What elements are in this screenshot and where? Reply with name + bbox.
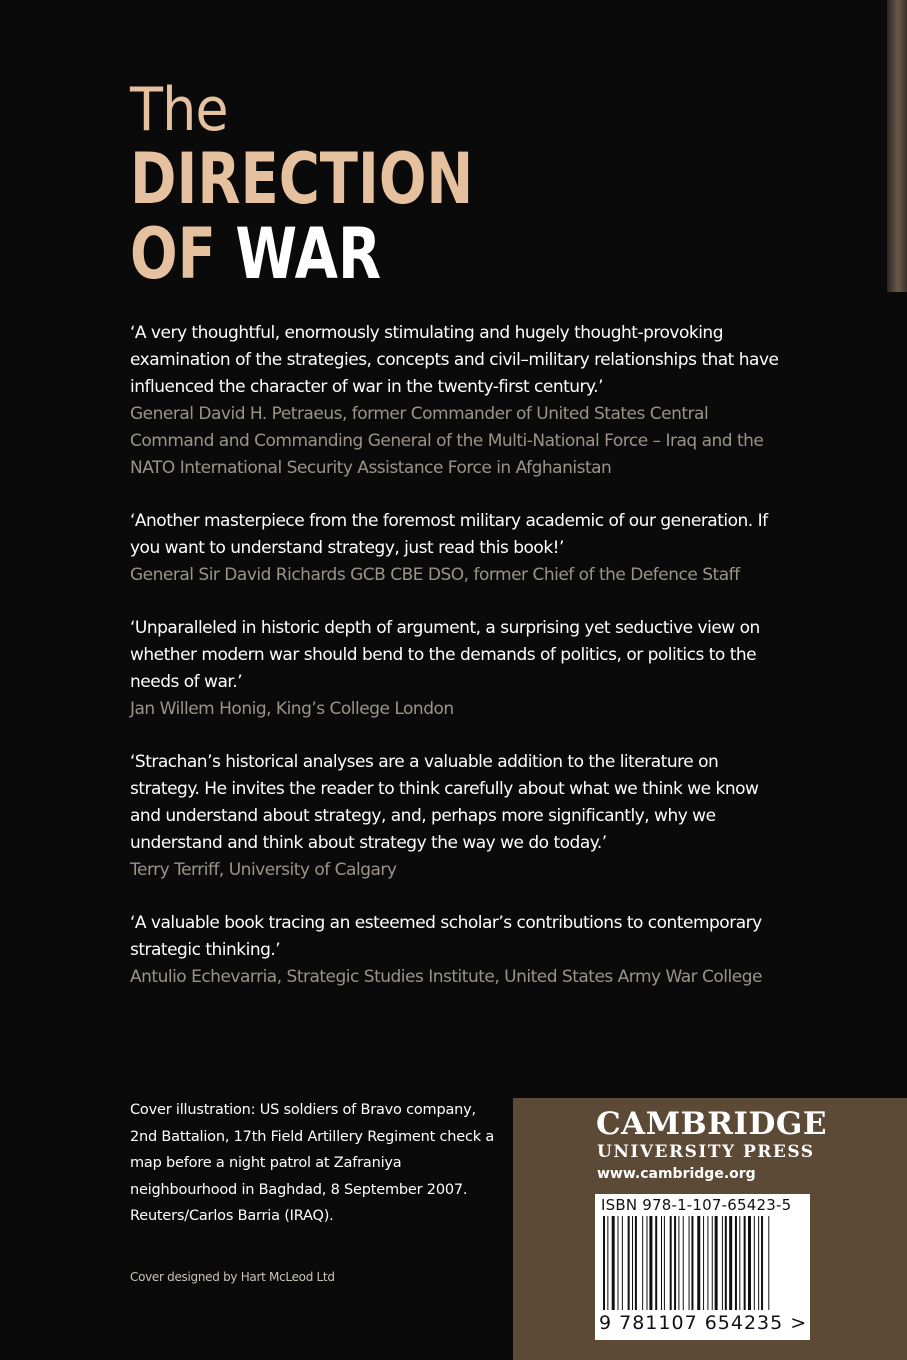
endorsement xyxy=(130,910,780,991)
quote-attribution: General David H. Petraeus, former Commander of United States Central Command and Commanding General of the Multi-National Force – Iraq and the NATO International Security Assistance Force in Afghanistan xyxy=(130,404,764,478)
title-the: The xyxy=(130,75,228,145)
barcode-bar xyxy=(697,1216,700,1310)
endorsement xyxy=(130,508,780,589)
barcode-bar xyxy=(661,1216,662,1310)
title-of-war xyxy=(130,213,473,295)
barcode-bar xyxy=(628,1216,630,1310)
barcode-label xyxy=(595,1194,810,1340)
quote-attribution: Antulio Echevarria, Strategic Studies Institute, United States Army War College xyxy=(130,967,762,987)
barcode-bar xyxy=(725,1216,727,1310)
endorsement xyxy=(130,749,780,884)
publisher-logo-press: UNIVERSITY PRESS xyxy=(597,1142,815,1162)
barcode-bar xyxy=(635,1216,637,1310)
barcode-bar xyxy=(729,1216,732,1310)
barcode-bar xyxy=(622,1216,623,1310)
barcode-bar xyxy=(683,1216,684,1310)
barcode-bar xyxy=(739,1216,740,1310)
spine-edge-strip xyxy=(887,0,907,292)
barcode-bar xyxy=(670,1216,672,1310)
barcode-bar xyxy=(754,1216,755,1310)
title-war: WAR xyxy=(235,213,382,295)
quote-text: ‘Another masterpiece from the foremost military academic of our generation. If you want to understand strategy, just read this book!’ xyxy=(130,511,768,558)
quote-attribution: Jan Willem Honig, King’s College London xyxy=(130,699,454,719)
barcode-bar xyxy=(655,1216,657,1310)
ean-number: 9 781107 654235 > xyxy=(599,1312,808,1334)
publisher-logo-name: CAMBRIDGE xyxy=(596,1106,827,1142)
barcode-bar xyxy=(768,1216,769,1310)
cover-design-credit: Cover designed by Hart McLeod Ltd xyxy=(130,1270,335,1284)
barcode-bar xyxy=(674,1216,676,1310)
title-direction: DIRECTION xyxy=(130,138,474,220)
barcode-bar xyxy=(678,1216,679,1310)
quote-text: ‘Strachan’s historical analyses are a valuable addition to the literature on strategy. He invites the reader to think carefully about what we think we know and understand about strategy, and, perhaps more significantly, why we understand and think about strategy the way we do today.’ xyxy=(130,752,759,853)
quote-text: ‘A very thoughtful, enormously stimulating and hugely thought-provoking examination of the strategies, concepts and civil–military relationships that have influenced the character of war in the twenty-first century.’ xyxy=(130,323,779,397)
barcode-bar xyxy=(642,1216,643,1310)
barcode-bar xyxy=(761,1216,763,1310)
quote-text: ‘Unparalleled in historic depth of argument, a surprising yet seductive view on whether modern war should bend to the demands of politics, or politics to the needs of war.’ xyxy=(130,618,760,692)
barcode-bar xyxy=(703,1216,704,1310)
barcode-bar xyxy=(603,1216,605,1310)
endorsements xyxy=(130,320,780,1017)
barcode-bar xyxy=(607,1216,608,1310)
barcode-bar xyxy=(649,1216,652,1310)
book-title xyxy=(130,75,559,295)
barcode-bar xyxy=(735,1216,737,1310)
publisher-panel xyxy=(513,1098,907,1360)
barcode-bar xyxy=(647,1216,648,1310)
barcode-bar xyxy=(612,1216,615,1310)
barcode-bar xyxy=(618,1216,619,1310)
barcode-icon xyxy=(601,1216,804,1312)
publisher-url: www.cambridge.org xyxy=(597,1166,756,1182)
barcode-bar xyxy=(689,1216,690,1310)
quote-text: ‘A valuable book tracing an esteemed scholar’s contributions to contemporary strategic thinking.’ xyxy=(130,913,762,960)
barcode-bar xyxy=(707,1216,708,1310)
barcode-bar xyxy=(722,1216,723,1310)
isbn-text: ISBN 978-1-107-65423-5 xyxy=(601,1196,792,1214)
quote-attribution: Terry Terriff, University of Calgary xyxy=(130,860,397,880)
barcode-bar xyxy=(712,1216,713,1310)
endorsement xyxy=(130,615,780,723)
barcode-bar xyxy=(691,1216,693,1310)
cover-illustration-credit: Cover illustration: US soldiers of Bravo company, 2nd Battalion, 17th Field Artillery Regiment check a map before a night patrol at Zafraniya neighbourhood in Baghdad, 8 September 2007. Reuters/Carlos Barria (IRAQ). xyxy=(130,1102,495,1224)
barcode-bar xyxy=(715,1216,718,1310)
quote-attribution: General Sir David Richards GCB CBE DSO, former Chief of the Defence Staff xyxy=(130,565,740,585)
barcode-bar xyxy=(758,1216,759,1310)
barcode-bar xyxy=(744,1216,746,1310)
endorsement xyxy=(130,320,780,482)
barcode-bar xyxy=(632,1216,633,1310)
title-of: OF xyxy=(130,213,216,295)
barcode-bar xyxy=(748,1216,751,1310)
barcode-bar xyxy=(664,1216,665,1310)
